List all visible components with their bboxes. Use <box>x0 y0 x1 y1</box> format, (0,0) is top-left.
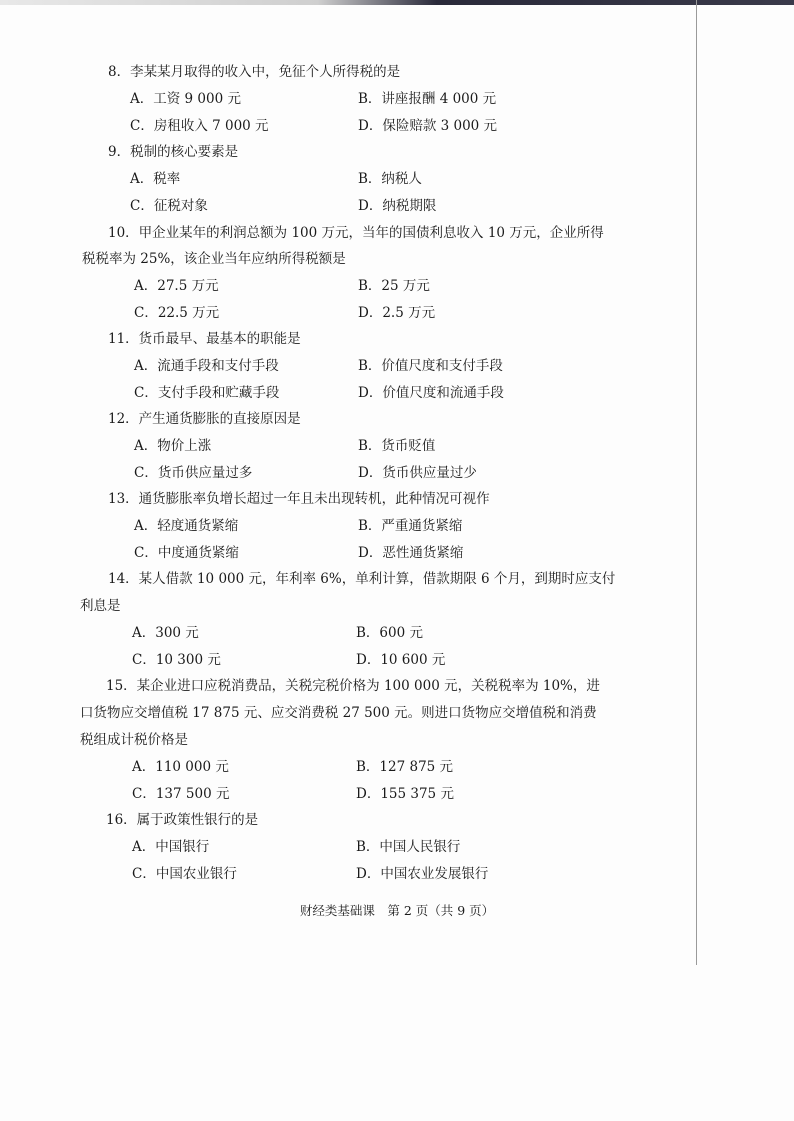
scan-top-edge <box>0 0 794 5</box>
question-16-option-b: B．中国人民银行 <box>356 839 461 855</box>
page-footer: 财经类基础课 第 2 页（共 9 页） <box>299 903 495 918</box>
question-10-option-b: B．25 万元 <box>358 278 430 294</box>
question-12-option-c: C．货币供应量过多 <box>134 465 253 481</box>
question-12-option-d: D．货币供应量过少 <box>358 465 477 481</box>
question-12-stem: 12．产生通货膨胀的直接原因是 <box>108 411 301 427</box>
question-12-option-b: B．货币贬值 <box>358 438 436 454</box>
question-8-option-c: C．房租收入 7 000 元 <box>130 118 269 134</box>
question-13-option-d: D．恶性通货紧缩 <box>358 545 464 561</box>
question-16-option-d: D．中国农业发展银行 <box>356 866 489 882</box>
question-15-option-c: C．137 500 元 <box>132 786 230 802</box>
question-15-stem-line-3: 税组成计税价格是 <box>80 732 188 748</box>
question-15-option-a: A．110 000 元 <box>132 759 229 775</box>
question-13-stem: 13．通货膨胀率负增长超过一年且未出现转机，此种情况可视作 <box>108 491 490 507</box>
question-16-option-c: C．中国农业银行 <box>132 866 237 882</box>
question-9-stem: 9．税制的核心要素是 <box>108 144 239 160</box>
question-15-stem-line-2: 口货物应交增值税 17 875 元、应交消费税 27 500 元。则进口货物应交增值税和消费 <box>80 705 597 721</box>
question-16-stem: 16．属于政策性银行的是 <box>106 812 259 828</box>
question-11-stem: 11．货币最早、最基本的职能是 <box>108 331 301 347</box>
question-15-option-b: B．127 875 元 <box>356 759 454 775</box>
question-14-option-a: A．300 元 <box>132 625 199 641</box>
scan-right-edge <box>696 0 697 965</box>
question-13-option-c: C．中度通货紧缩 <box>134 545 239 561</box>
question-8-option-a: A．工资 9 000 元 <box>130 91 241 107</box>
question-13-option-a: A．轻度通货紧缩 <box>134 518 239 534</box>
question-14-stem-line-2: 利息是 <box>80 598 121 614</box>
question-10-option-c: C．22.5 万元 <box>134 305 220 321</box>
question-10-stem-line-2: 税税率为 25%，该企业当年应纳所得税额是 <box>82 251 346 267</box>
question-8-stem: 8．李某某月取得的收入中，免征个人所得税的是 <box>108 64 401 80</box>
question-15-option-d: D．155 375 元 <box>356 786 454 802</box>
question-9-option-d: D．纳税期限 <box>358 198 437 214</box>
question-11-option-b: B．价值尺度和支付手段 <box>358 358 503 374</box>
question-10-stem-line-1: 10．甲企业某年的利润总额为 100 万元，当年的国债利息收入 10 万元，企业所得 <box>108 225 604 241</box>
question-11-option-a: A．流通手段和支付手段 <box>134 358 279 374</box>
question-14-option-d: D．10 600 元 <box>356 652 446 668</box>
question-12-option-a: A．物价上涨 <box>134 438 212 454</box>
question-8-option-b: B．讲座报酬 4 000 元 <box>358 91 497 107</box>
question-9-option-c: C．征税对象 <box>130 198 208 214</box>
question-10-option-a: A．27.5 万元 <box>134 278 219 294</box>
question-14-option-c: C．10 300 元 <box>132 652 221 668</box>
question-11-option-d: D．价值尺度和流通手段 <box>358 385 504 401</box>
question-11-option-c: C．支付手段和贮藏手段 <box>134 385 280 401</box>
question-13-option-b: B．严重通货紧缩 <box>358 518 463 534</box>
question-8-option-d: D．保险赔款 3 000 元 <box>358 118 498 134</box>
question-14-stem-line-1: 14．某人借款 10 000 元，年利率 6%，单利计算，借款期限 6 个月，到期时应支付 <box>108 571 616 587</box>
question-10-option-d: D．2.5 万元 <box>358 305 436 321</box>
question-15-stem-line-1: 15．某企业进口应税消费品，关税完税价格为 100 000 元，关税税率为 10%，进 <box>106 678 600 694</box>
question-14-option-b: B．600 元 <box>356 625 423 641</box>
question-9-option-a: A．税率 <box>130 171 181 187</box>
question-16-option-a: A．中国银行 <box>132 839 210 855</box>
question-9-option-b: B．纳税人 <box>358 171 422 187</box>
